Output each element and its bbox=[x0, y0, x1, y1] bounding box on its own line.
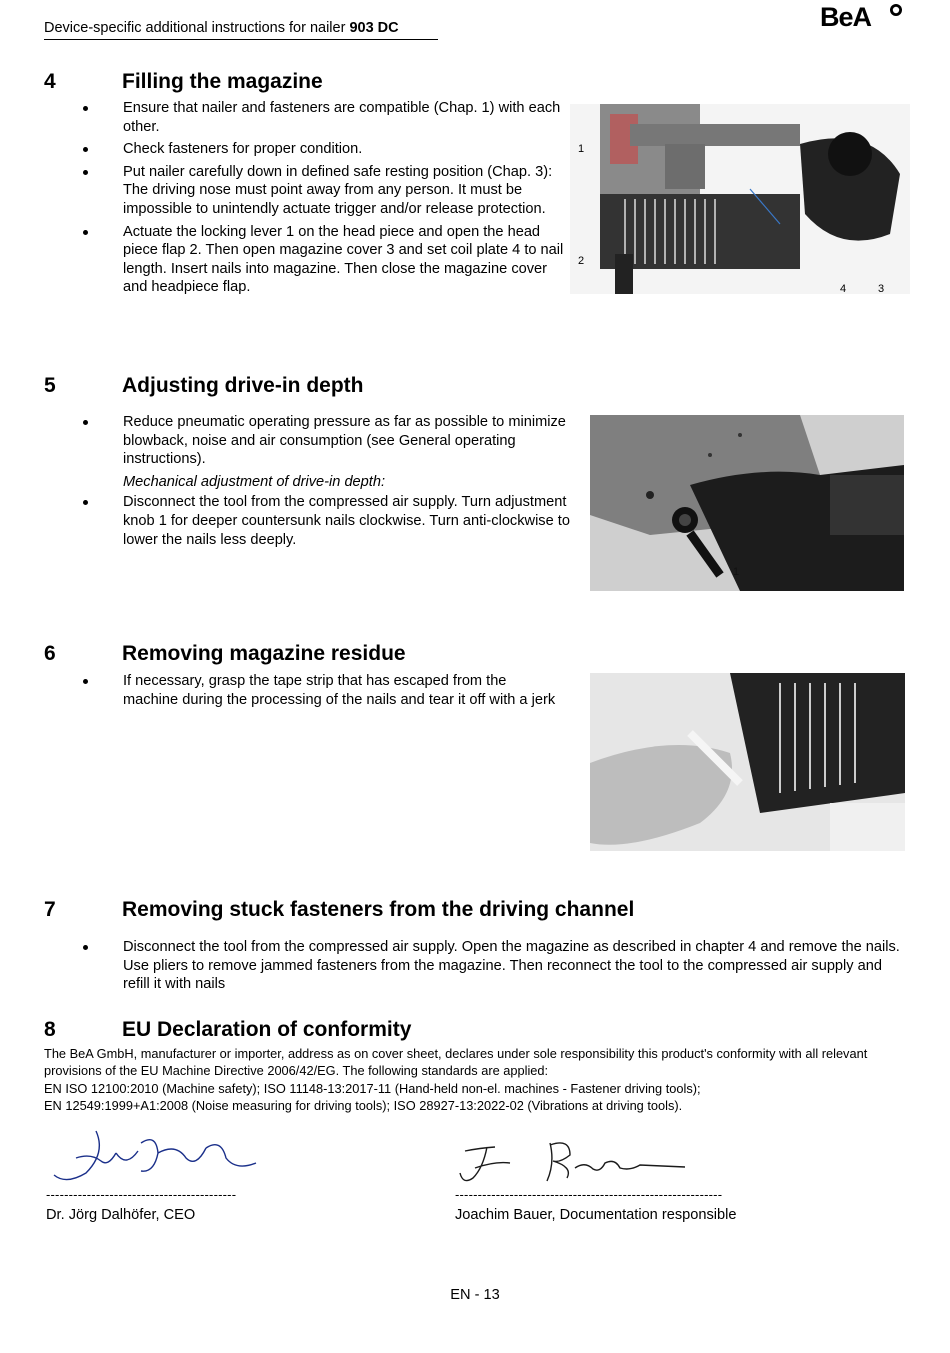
callout-1: 1 bbox=[733, 566, 740, 578]
section-4-list bbox=[80, 99, 565, 301]
signature-line-ceo: ------------------------------------------ bbox=[46, 1187, 237, 1202]
magazine-residue-photo bbox=[590, 673, 905, 851]
callout-4: 4 bbox=[840, 283, 847, 294]
header-title: Device-specific additional instructions for nailer bbox=[44, 20, 350, 36]
header-model: 903 DC bbox=[349, 20, 399, 36]
declaration-line-3: EN 12549:1999+A1:2008 (Noise measuring for driving tools); ISO 28927-13:2022-02 (Vibrations at driving tools). bbox=[44, 1097, 683, 1113]
declaration-text bbox=[44, 1045, 904, 1114]
section-5-number: 5 bbox=[44, 374, 56, 397]
callout-3: 3 bbox=[878, 283, 885, 294]
page-number: EN - 13 bbox=[450, 1287, 500, 1303]
signature-line-documentation: ----------------------------------------------------------- bbox=[455, 1187, 723, 1202]
logo-text: BeA bbox=[820, 2, 872, 30]
list-item: Check fasteners for proper condition. bbox=[80, 140, 565, 159]
section-6-number: 6 bbox=[44, 642, 56, 665]
signature-ceo bbox=[46, 1123, 266, 1188]
declaration-line-1: The BeA GmbH, manufacturer or importer, address as on cover sheet, declares under sole responsibility this product's conformity with all relevant provisions of the EU Machine Directive 2006/42/EG. The following standards are applied: bbox=[44, 1046, 868, 1079]
signatory-documentation: Joachim Bauer, Documentation responsible bbox=[455, 1207, 737, 1223]
section-8-number: 8 bbox=[44, 1018, 56, 1041]
list-item: Disconnect the tool from the compressed air supply. Turn adjustment knob 1 for deeper countersunk nails clockwise. Turn anti-clockwise to lower the nails less deeply. bbox=[80, 493, 575, 549]
signature-documentation bbox=[455, 1133, 695, 1188]
section-5-title: Adjusting drive-in depth bbox=[122, 374, 364, 397]
list-item: Actuate the locking lever 1 on the head piece and open the head piece flap 2. Then open magazine cover 3 and set coil plate 4 to nail length. Insert nails into magazine. Then close the magazine cover and headpiece flap. bbox=[80, 223, 565, 297]
section-5-list bbox=[80, 413, 575, 553]
page-header bbox=[44, 20, 438, 40]
list-item: Reduce pneumatic operating pressure as far as possible to minimize blowback, noise and air consumption (see General operating instructions). bbox=[80, 413, 575, 469]
section-7-title: Removing stuck fasteners from the driving channel bbox=[122, 898, 635, 921]
section-4-number: 4 bbox=[44, 70, 56, 93]
section-7-list bbox=[80, 938, 910, 998]
section-4-title: Filling the magazine bbox=[122, 70, 323, 93]
section-6-title: Removing magazine residue bbox=[122, 642, 406, 665]
section-5-subheading: Mechanical adjustment of drive-in depth: bbox=[123, 473, 386, 490]
nailer-magazine-photo bbox=[570, 104, 910, 294]
declaration-line-2: EN ISO 12100:2010 (Machine safety); ISO 11148-13:2017-11 (Hand-held non-el. machines - Fastener driving tools); bbox=[44, 1080, 701, 1096]
section-8-title: EU Declaration of conformity bbox=[122, 1018, 412, 1041]
callout-1: 1 bbox=[578, 143, 585, 155]
section-6-list bbox=[80, 672, 565, 713]
list-item: Ensure that nailer and fasteners are compatible (Chap. 1) with each other. bbox=[80, 99, 565, 136]
section-7-number: 7 bbox=[44, 898, 56, 921]
signatory-ceo: Dr. Jörg Dalhöfer, CEO bbox=[46, 1207, 196, 1223]
adjustment-knob-photo bbox=[590, 415, 904, 591]
list-item: Disconnect the tool from the compressed air supply. Open the magazine as described in chapter 4 and remove the nails. Use pliers to remove jammed fasteners from the magazine. Then reconnect the tool to the compressed air supply and refill it with nails bbox=[80, 938, 910, 994]
bea-logo bbox=[818, 2, 908, 30]
list-item: Put nailer carefully down in defined safe resting position (Chap. 3): The driving nose must point away from any person. It must be impossible to unintendly actuate trigger and/or release protection. bbox=[80, 163, 565, 219]
callout-2: 2 bbox=[578, 255, 585, 267]
list-item: If necessary, grasp the tape strip that has escaped from the machine during the processing of the nails and tear it off with a jerk bbox=[80, 672, 565, 709]
